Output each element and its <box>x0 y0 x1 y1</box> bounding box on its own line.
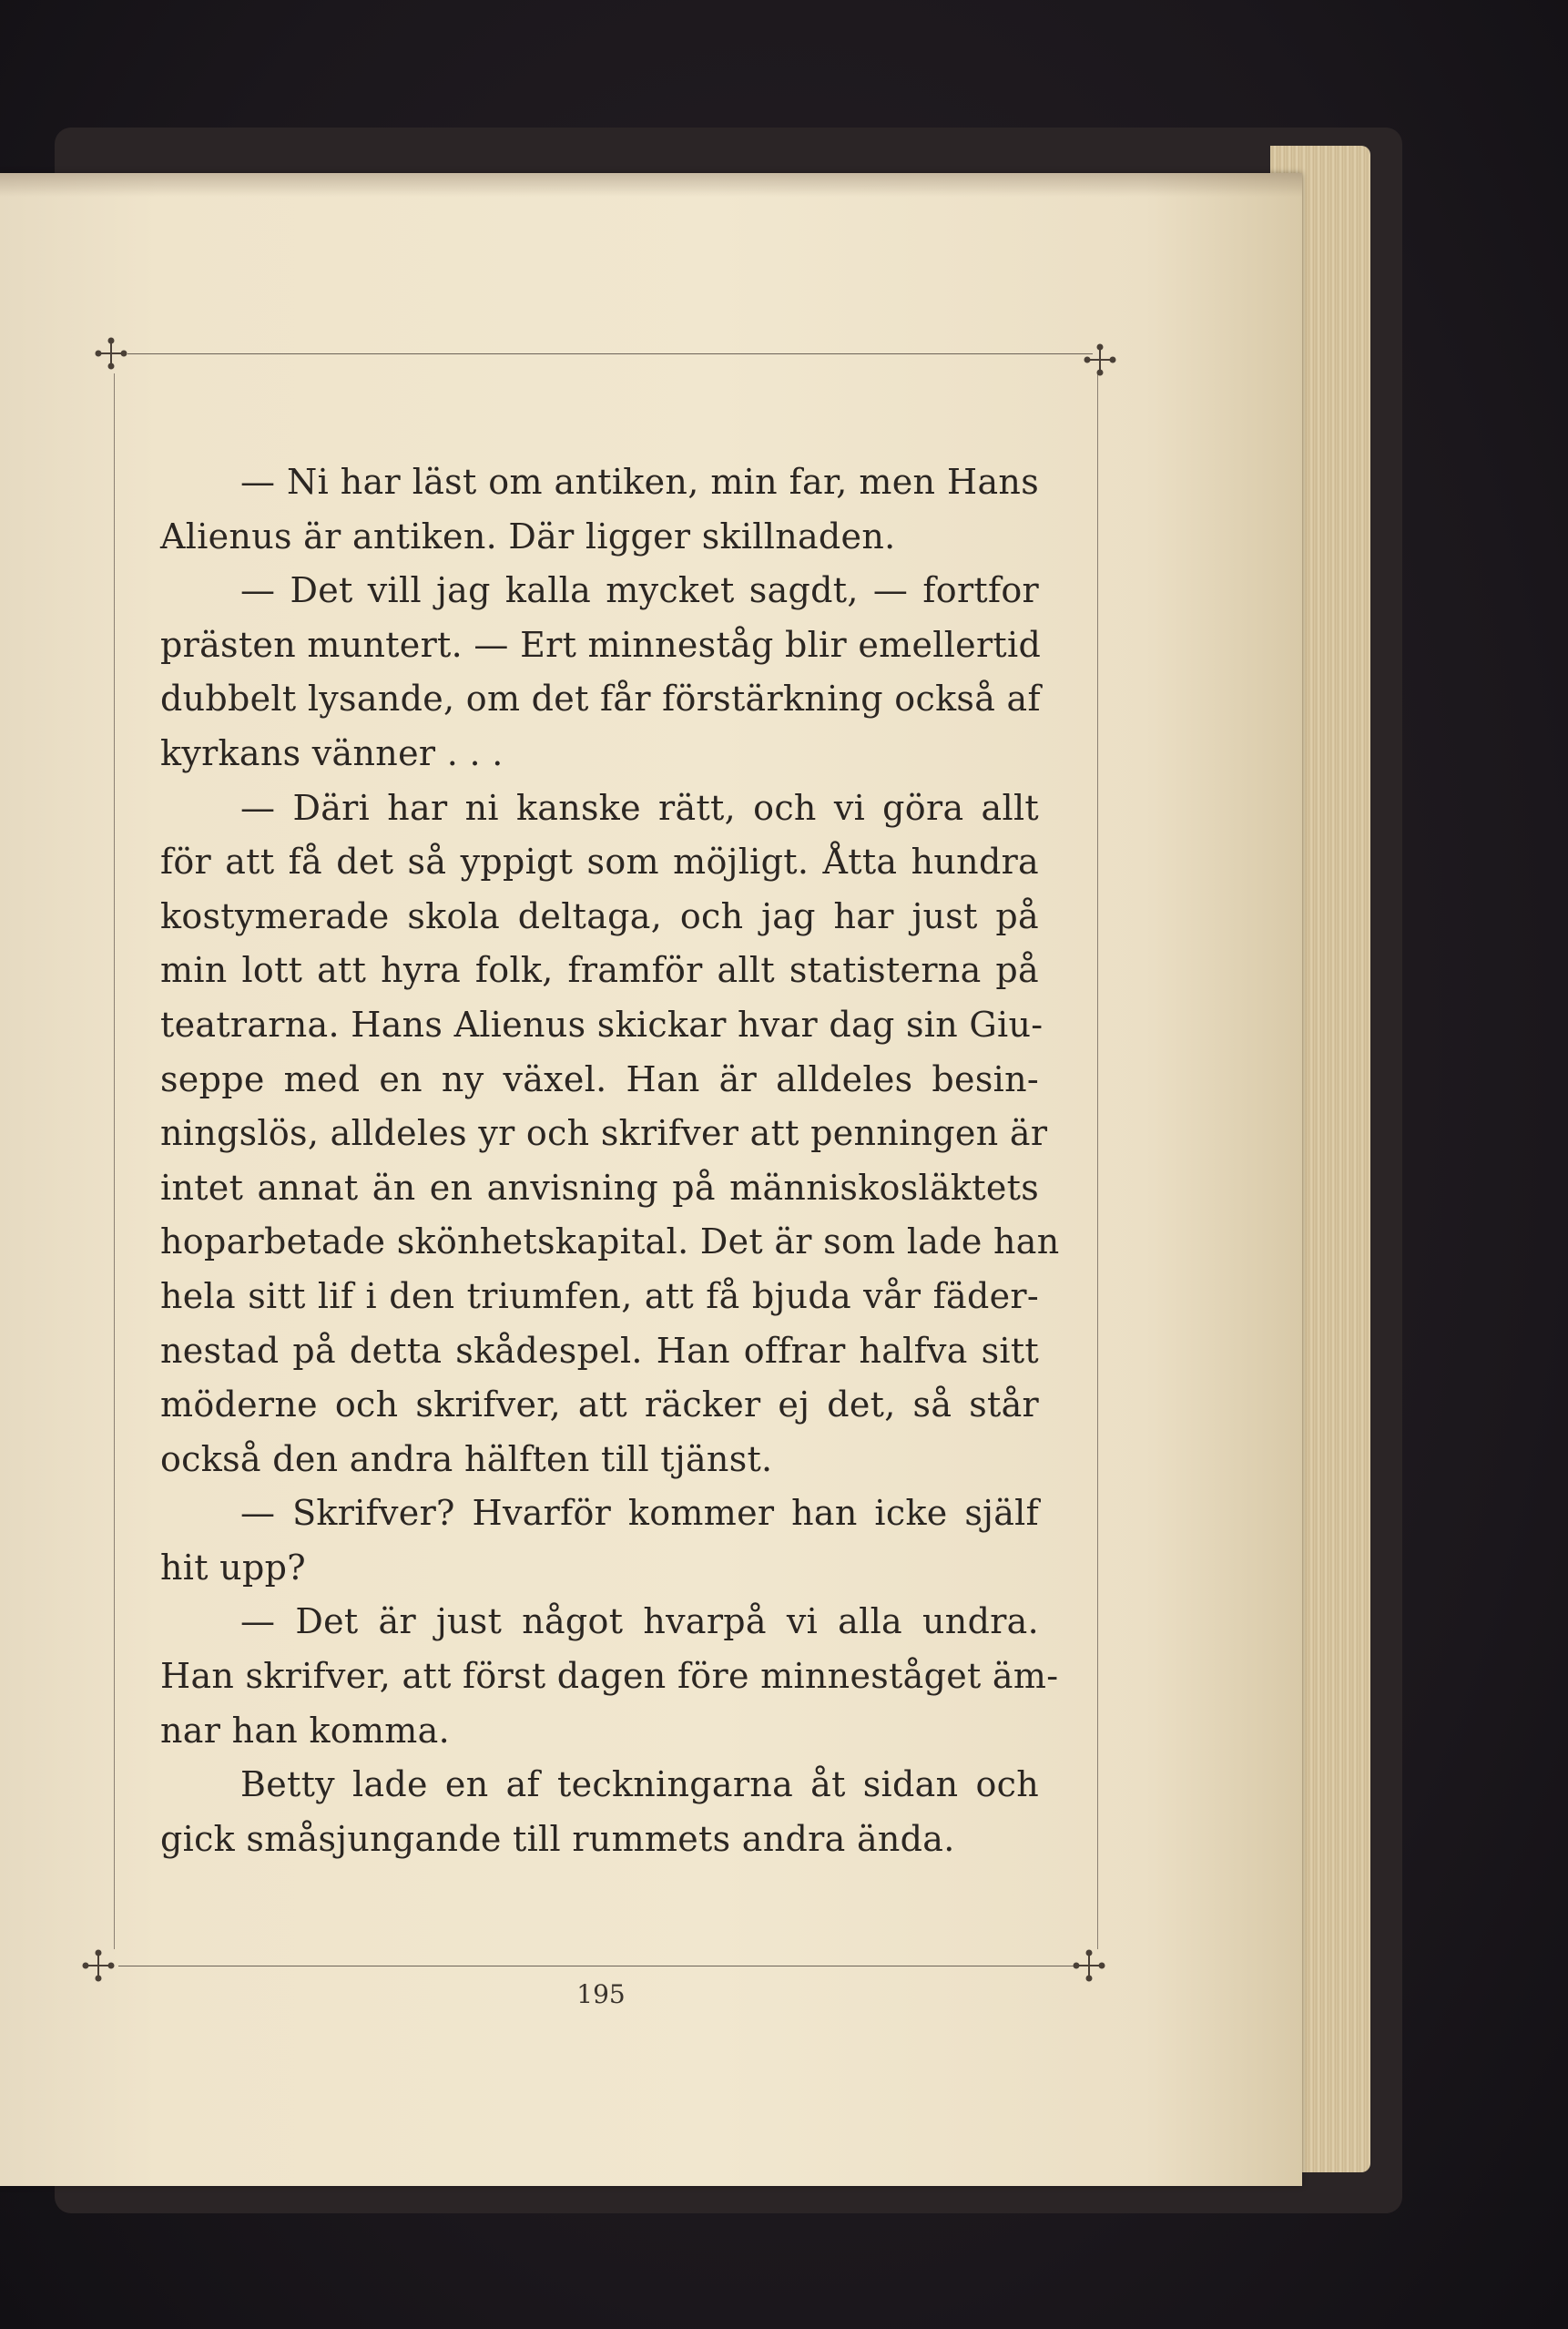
text-line: Han skrifver, att först dagen före minneståget äm- <box>160 1656 1059 1697</box>
text-line: Alienus är antiken. Där ligger skillnaden. <box>160 516 896 557</box>
body-text <box>160 455 1060 1866</box>
text-line: kostymerade skola deltaga, och jag har just på <box>160 895 1039 936</box>
corner-ornament-icon <box>93 335 129 372</box>
text-line: nestad på detta skådespel. Han offrar halfva sitt <box>160 1330 1039 1371</box>
text-line: gick småsjungande till rummets andra ända. <box>160 1818 955 1859</box>
text-line: nar han komma. <box>160 1710 450 1751</box>
text-line: — Skrifver? Hvarför kommer han icke själf <box>240 1493 1039 1534</box>
text-line: hit upp? <box>160 1547 306 1588</box>
text-line: för att få det så yppigt som möjligt. Åtta hundra <box>160 842 1039 883</box>
text-line: — Däri har ni kanske rätt, och vi göra allt <box>240 787 1039 828</box>
text-line: — Det är just något hvarpå vi alla undra. <box>240 1601 1039 1642</box>
text-line: dubbelt lysande, om det får förstärkning också af <box>160 679 1041 720</box>
page-number: 195 <box>576 1979 626 2009</box>
text-line: Betty lade en af teckningarna åt sidan och <box>240 1764 1039 1805</box>
text-line: intet annat än en anvisning på människosläktets <box>160 1167 1039 1208</box>
frame-right-rule <box>1097 373 1098 1949</box>
page-top-shadow <box>0 173 1302 197</box>
text-line: prästen muntert. — Ert minneståg blir emellertid <box>160 624 1042 665</box>
text-line: ningslös, alldeles yr och skrifver att penningen är <box>160 1113 1048 1154</box>
text-line: seppe med en ny växel. Han är alldeles besin- <box>160 1058 1039 1099</box>
text-line: — Ni har läst om antiken, min far, men Hans <box>240 462 1039 502</box>
frame-left-rule <box>114 373 115 1949</box>
text-line: också den andra hälften till tjänst. <box>160 1438 773 1479</box>
corner-ornament-icon <box>1071 1947 1107 1984</box>
text-line: — Det vill jag kalla mycket sagdt, — fortfor <box>240 570 1039 611</box>
text-line: hela sitt lif i den triumfen, att få bjuda vår fäder- <box>160 1275 1039 1316</box>
text-line: möderne och skrifver, att räcker ej det, så står <box>160 1384 1039 1425</box>
corner-ornament-icon <box>80 1947 117 1984</box>
frame-top-rule <box>127 353 1093 354</box>
text-line: min lott att hyra folk, framför allt statisterna på <box>160 950 1039 991</box>
corner-ornament-icon <box>1082 342 1118 378</box>
text-line: teatrarna. Hans Alienus skickar hvar dag sin Giu- <box>160 1004 1044 1045</box>
text-line: hoparbetade skönhetskapital. Det är som lade han <box>160 1221 1060 1262</box>
text-line: kyrkans vänner . . . <box>160 732 504 773</box>
